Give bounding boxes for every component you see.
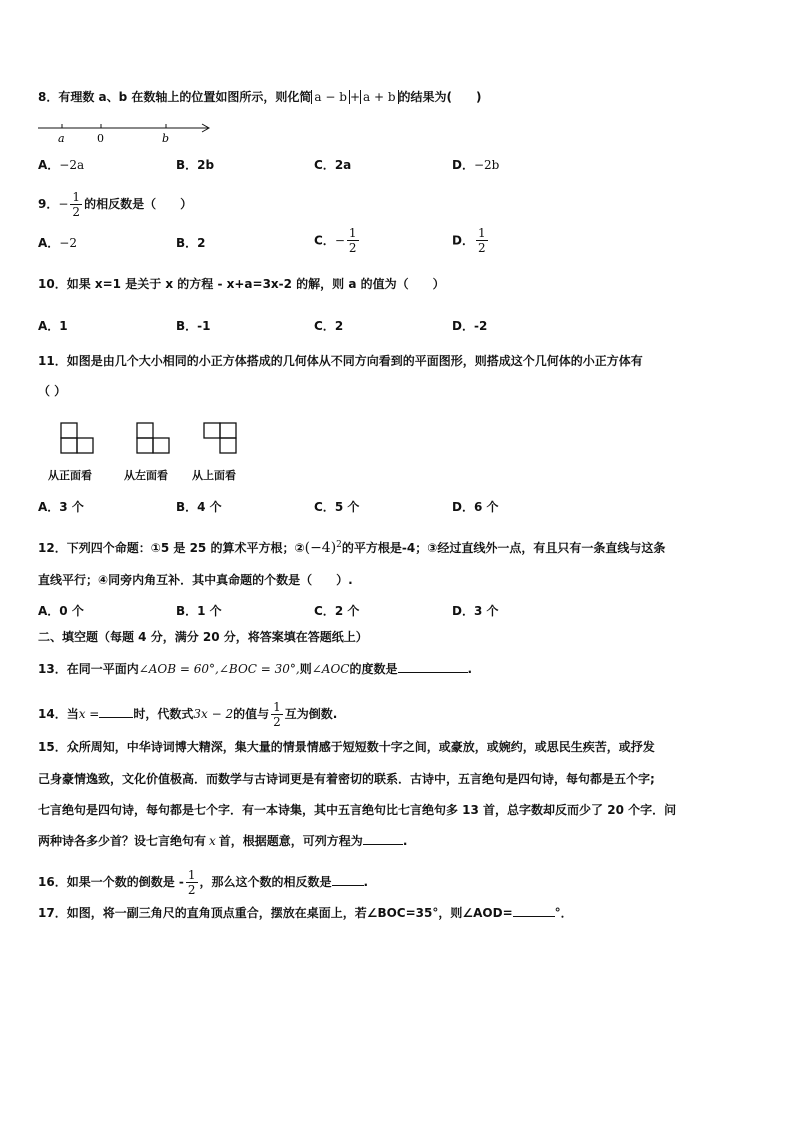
- question-12-line1: 12．下列四个命题：①5 是 25 的算术平方根；$②(-4)^2$的平方根是-4；③经过直线外一点，有且只有一条直线与这条: [38, 540, 666, 556]
- axis-label-b: b: [162, 132, 170, 145]
- axis-label-a: a: [58, 132, 65, 145]
- view-left-figure: [136, 422, 172, 454]
- question-10: 10．如果 x=1 是关于 x 的方程 - x+a=3x-2 的解，则 a 的值为（ ）: [38, 277, 445, 291]
- q10-option-c: C．2: [314, 319, 344, 333]
- q9-option-b: B．2: [176, 236, 206, 250]
- q8-option-d: D．−2b: [452, 158, 500, 172]
- answer-blank-13[interactable]: [398, 660, 468, 673]
- plus-sign: +: [349, 90, 360, 104]
- section-heading-fill-in: 二、填空题（每题 4 分，满分 20 分，将答案填在答题纸上）: [38, 630, 368, 644]
- question-15-line2: 己身豪情逸致，文化价值极高．而数学与古诗词更是有着密切的联系．古诗中，五言绝句是四句诗，每句都是五个字;: [38, 772, 655, 786]
- q12-option-b: B．1 个: [176, 604, 222, 618]
- q11-option-b: B．4 个: [176, 500, 222, 514]
- question-15-line3: 七言绝句是四句诗，每句都是七个字．有一本诗集，其中五言绝句比七言绝句多 13 首，总字数却反而少了 20 个字．问: [38, 803, 677, 817]
- question-11-line1: 11．如图是由几个大小相同的小正方体搭成的几何体从不同方向看到的平面图形，则搭成这个几何体的小正方体有: [38, 354, 643, 368]
- q8-option-a: A．−2a: [38, 158, 85, 172]
- question-13: 13．在同一平面内∠AOB = 60°,∠BOC = 30°,则∠AOC的度数是 .: [38, 662, 473, 676]
- q10-option-b: B．-1: [176, 319, 211, 333]
- question-16: 16．如果一个数的倒数是 - $\frac{1}{2}$ ，那么这个数的相反数是 .: [38, 868, 369, 897]
- question-9: 9．− $\frac{1}{2}$ 的相反数是（ ）: [38, 190, 193, 219]
- q10-option-d: D．-2: [452, 319, 488, 333]
- q12-option-c: C．2 个: [314, 604, 360, 618]
- question-11-line2: （ ）: [38, 384, 67, 398]
- view-top-figure: [203, 422, 239, 454]
- q11-option-c: C．5 个: [314, 500, 360, 514]
- abs-a-plus-b: a + b: [360, 90, 399, 104]
- answer-blank-16[interactable]: [332, 873, 364, 886]
- question-14: 14．当x = 时，代数式3x − 2的值与 $\frac{1}{2}$ 互为倒数.: [38, 700, 338, 729]
- question-8: [38, 88, 482, 106]
- power-base: (−4): [304, 540, 337, 556]
- q8-option-c: C．2a: [314, 158, 352, 172]
- q11-option-d: D．6 个: [452, 500, 499, 514]
- question-15-line1: 15．众所周知，中华诗词博大精深，集大量的情景情感于短短数十字之间，或豪放，或婉约，或思民生疾苦，或抒发: [38, 740, 655, 754]
- answer-blank-15[interactable]: [363, 832, 403, 845]
- abs-a-minus-b: a − b: [311, 90, 350, 104]
- number-line: [36, 118, 216, 146]
- caption-left-view: 从左面看: [124, 469, 168, 482]
- q10-option-a: A．1: [38, 319, 68, 333]
- q12-option-a: A．0 个: [38, 604, 84, 618]
- q12-option-d: D．3 个: [452, 604, 499, 618]
- q9-option-a: A．−2: [38, 236, 77, 250]
- q9-option-d: D． $\frac{1}{2}$: [452, 226, 486, 255]
- q9-fraction: $\frac{1}{2}$: [72, 190, 81, 219]
- answer-blank-17[interactable]: [513, 904, 555, 917]
- answer-blank-14[interactable]: [99, 705, 133, 718]
- caption-front-view: 从正面看: [48, 469, 92, 482]
- power-exp: 2: [336, 540, 342, 550]
- q11-option-a: A．3 个: [38, 500, 84, 514]
- q8-text-b: 的结果为( ): [398, 90, 482, 104]
- view-front-figure: [60, 422, 96, 454]
- axis-label-zero: 0: [97, 132, 104, 145]
- question-15-line4: 两种诗各多少首？设七言绝句有 x 首，根据题意，可列方程为 .: [38, 834, 408, 848]
- question-12-line2: 直线平行；④同旁内角互补．其中真命题的个数是（ ）.: [38, 573, 353, 587]
- q8-text-a: 8．有理数 a、b 在数轴上的位置如图所示，则化简: [38, 90, 312, 104]
- q8-option-b: B．2b: [176, 158, 215, 172]
- caption-top-view: 从上面看: [192, 469, 236, 482]
- q9-option-c: C．− $\frac{1}{2}$: [314, 226, 357, 255]
- question-17: 17．如图，将一副三角尺的直角顶点重合，摆放在桌面上，若∠BOC=35°，则∠AOD= °．: [38, 906, 573, 920]
